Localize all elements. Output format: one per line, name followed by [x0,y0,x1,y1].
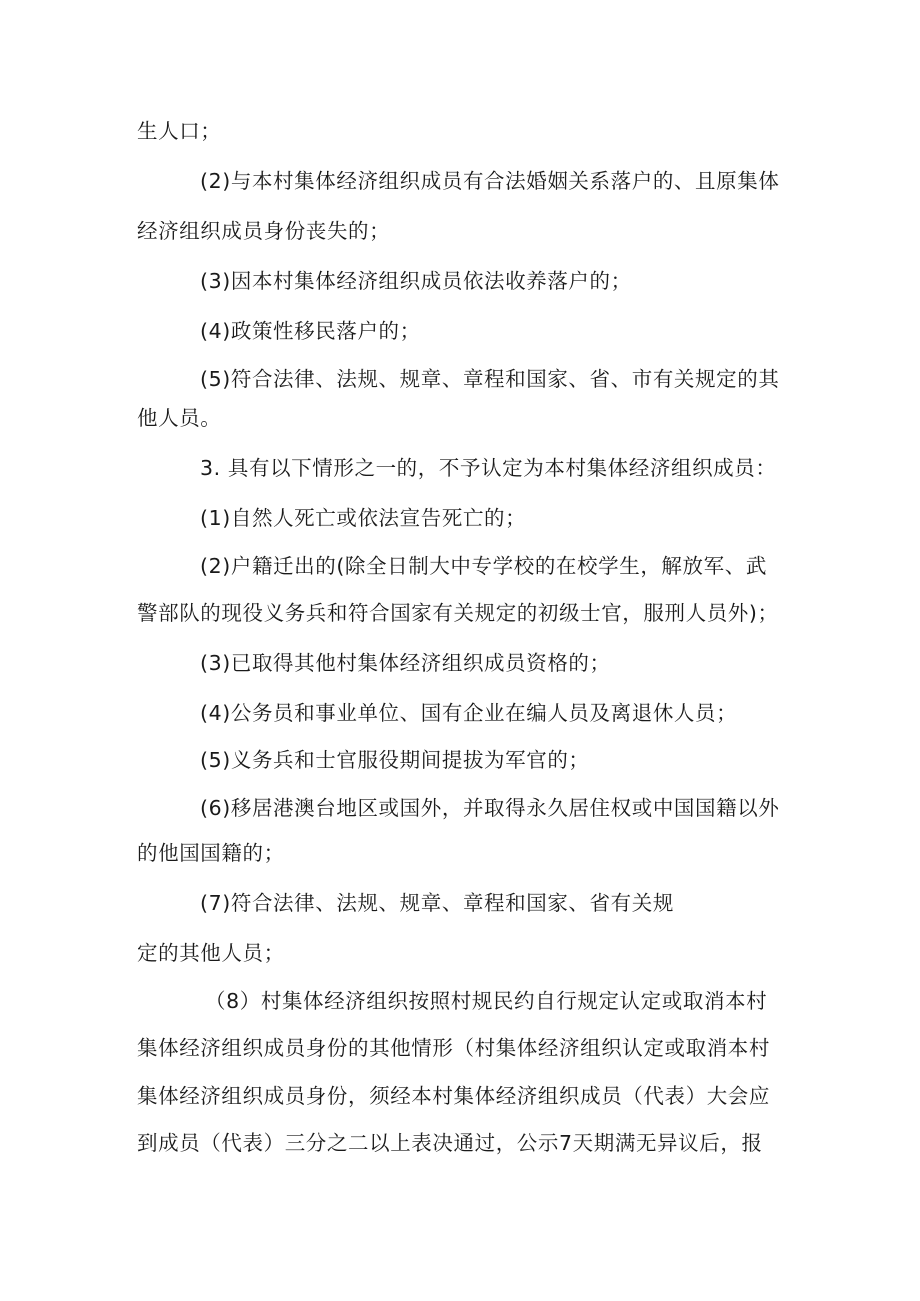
text-line: 生人口； [137,119,222,143]
text-line: (7)符合法律、法规、规章、章程和国家、省有关规 [200,891,674,915]
text-line: (6)移居港澳台地区或国外，并取得永久居住权或中国国籍以外 [200,796,780,820]
text-line: (1)自然人死亡或依法宣告死亡的； [200,506,527,530]
text-line: (5)符合法律、法规、规章、章程和国家、省、市有关规定的其 [200,367,780,391]
text-line: (5)义务兵和士官服役期间提拔为军官的； [200,748,590,772]
text-line: 的他国国籍的； [137,841,285,865]
text-line: (4)政策性移民落户的； [200,319,421,343]
text-line: (3)因本村集体经济组织成员依法收养落户的； [200,269,632,293]
text-line: （8）村集体经济组织按照村规民约自行规定认定或取消本村 [205,989,768,1013]
text-line: (3)已取得其他村集体经济组织成员资格的； [200,651,611,675]
text-line: 到成员（代表）三分之二以上表决通过，公示7天期满无异议后，报 [137,1131,763,1155]
text-line: 定的其他人员； [137,941,285,965]
text-line: 警部队的现役义务兵和符合国家有关规定的初级士官，服刑人员外)； [137,601,779,625]
text-line: 经济组织成员身份丧失的； [137,219,391,243]
text-line: (2)与本村集体经济组织成员有合法婚姻关系落户的、且原集体 [200,169,780,193]
text-line: 集体经济组织成员身份的其他情形（村集体经济组织认定或取消本村 [137,1036,770,1060]
text-line: 3. 具有以下情形之一的，不予认定为本村集体经济组织成员： [200,456,777,480]
text-line: (2)户籍迁出的(除全日制大中专学校的在校学生，解放军、武 [200,554,767,578]
text-line: 集体经济组织成员身份，须经本村集体经济组织成员（代表）大会应 [137,1084,770,1108]
text-line: 他人员。 [137,406,222,430]
text-line: (4)公务员和事业单位、国有企业在编人员及离退休人员； [200,701,738,725]
